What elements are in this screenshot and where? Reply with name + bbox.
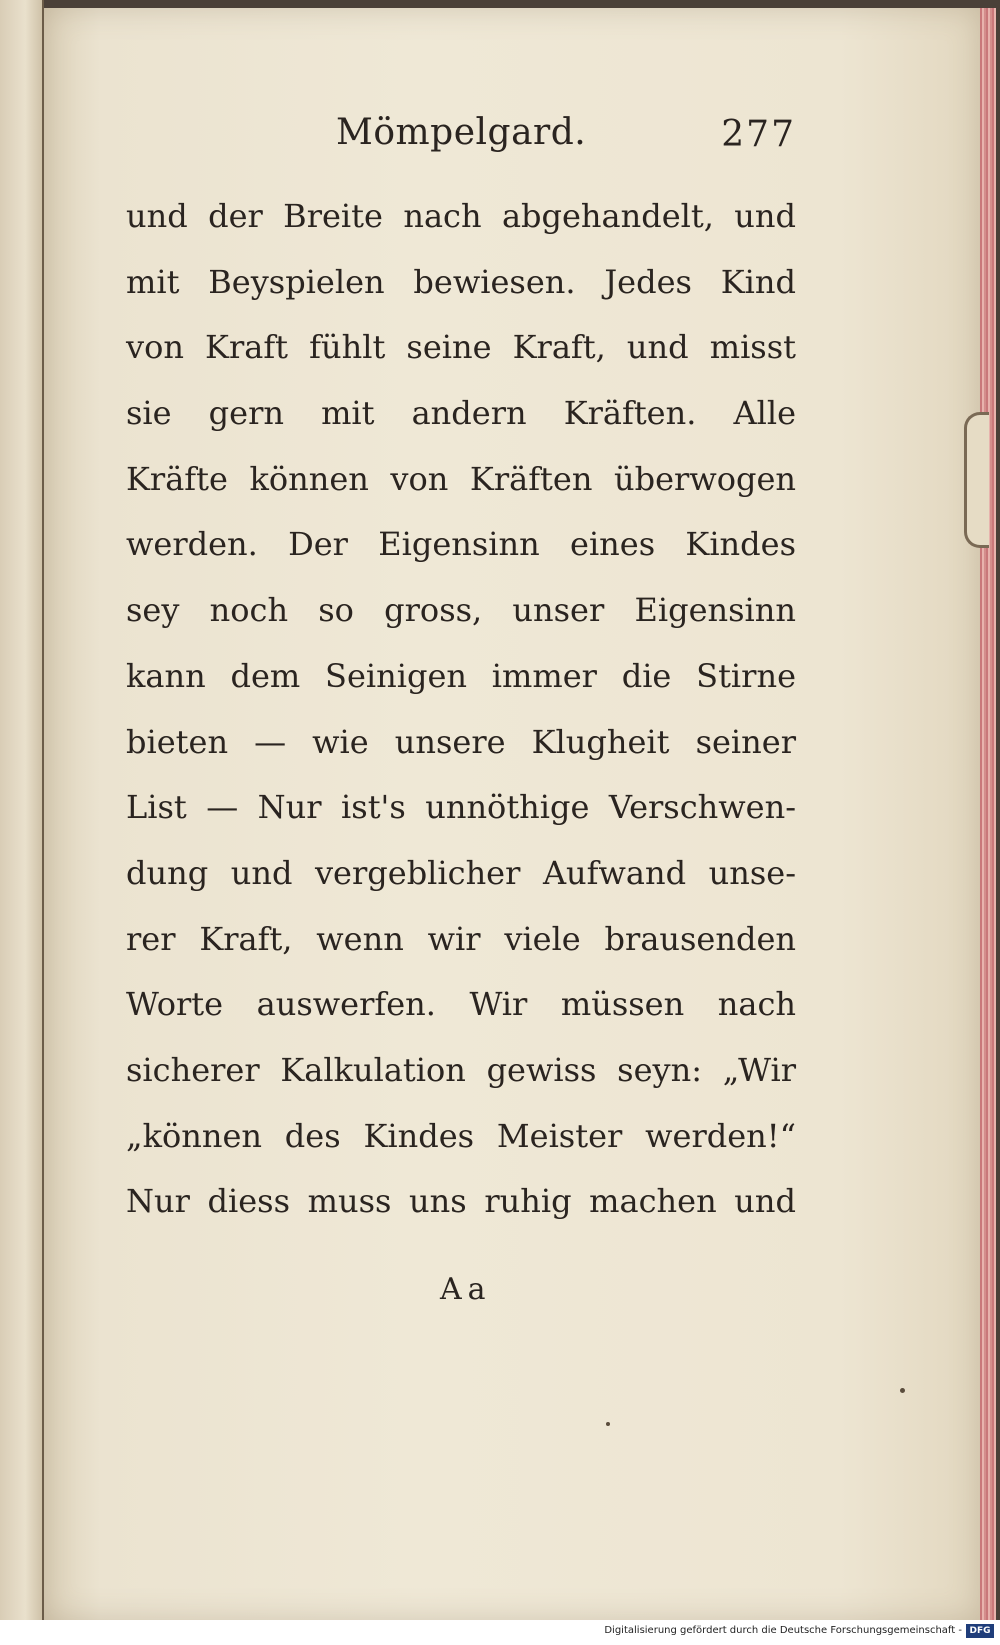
footer-bar	[0, 1620, 1000, 1645]
dfg-logo: DFG	[966, 1624, 994, 1638]
text-line: kann dem Seinigen immer die Stirne	[126, 656, 796, 695]
ink-speck	[900, 1388, 905, 1393]
text-line: List — Nur ist's unnöthige Verschwen-	[126, 788, 796, 827]
facing-page-edge	[0, 0, 44, 1620]
text-line: Worte auswerfen. Wir müssen nach	[126, 985, 796, 1024]
digitization-credit: Digitalisierung gefördert durch die Deutsche Forschungsgemeinschaft -	[604, 1625, 962, 1636]
running-head: Mömpelgard.	[336, 112, 587, 153]
signature-mark: Aa	[440, 1272, 492, 1307]
text-line: von Kraft fühlt seine Kraft, und misst	[126, 328, 796, 367]
text-line: und der Breite nach abgehandelt, und	[126, 197, 796, 235]
text-line: sey noch so gross, unser Eigensinn	[126, 591, 796, 630]
text-line: rer Kraft, wenn wir viele brausenden	[126, 919, 796, 958]
ink-speck	[606, 1422, 610, 1426]
text-line: dung und vergeblicher Aufwand unse-	[126, 853, 796, 892]
text-line: mit Beyspielen bewiesen. Jedes Kind	[126, 262, 796, 301]
text-line: sicherer Kalkulation gewiss seyn: „Wir	[126, 1050, 796, 1089]
page-number: 277	[721, 114, 796, 155]
text-line: bieten — wie unsere Klugheit seiner	[126, 722, 796, 761]
text-line: „können des Kindes Meister werden!“	[126, 1116, 796, 1155]
text-line: Nur diess muss uns ruhig machen und	[126, 1182, 796, 1221]
page-block-edge	[980, 8, 996, 1620]
text-line: Kräfte können von Kräften überwogen	[126, 459, 796, 498]
text-line: sie gern mit andern Kräften. Alle	[126, 394, 796, 433]
page-tab	[964, 412, 989, 548]
body-text	[126, 192, 796, 1243]
text-line: werden. Der Eigensinn eines Kindes	[126, 525, 796, 564]
page-header	[126, 112, 796, 162]
